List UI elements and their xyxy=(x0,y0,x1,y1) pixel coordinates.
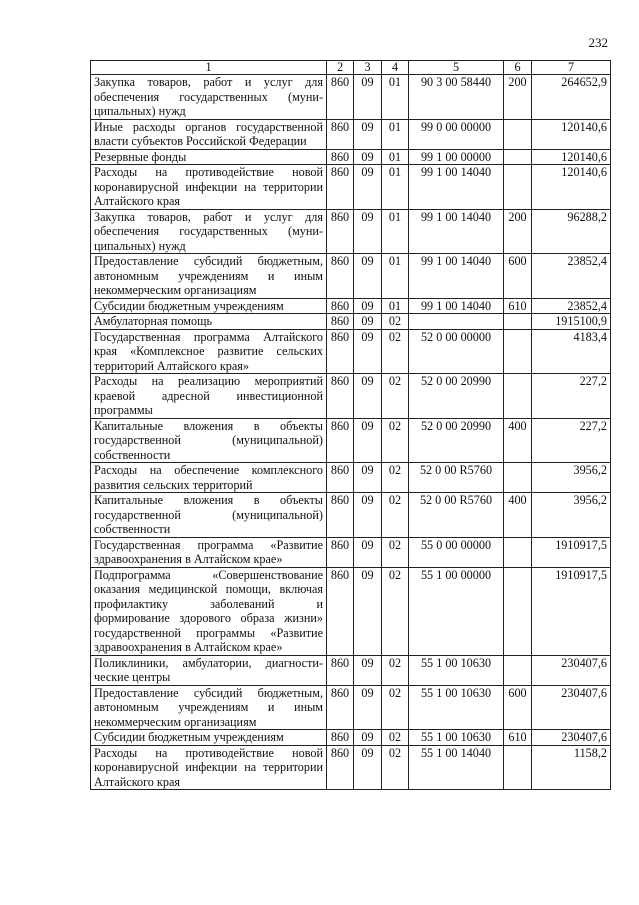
cell-amount: 120140,6 xyxy=(532,119,611,149)
cell-expense-type: 200 xyxy=(504,209,532,254)
table-row xyxy=(91,493,611,538)
cell-subsection: 02 xyxy=(382,730,409,746)
cell-expense-type: 600 xyxy=(504,254,532,299)
table-row xyxy=(91,655,611,685)
table-row xyxy=(91,685,611,730)
cell-section: 09 xyxy=(354,165,382,210)
cell-expense-type xyxy=(504,165,532,210)
cell-name: Амбулаторная помощь xyxy=(91,314,327,330)
cell-subsection: 02 xyxy=(382,329,409,374)
cell-subsection: 02 xyxy=(382,685,409,730)
cell-expense-type: 400 xyxy=(504,493,532,538)
header-col-csr: 5 xyxy=(409,61,504,75)
cell-expense-type xyxy=(504,745,532,790)
cell-section: 09 xyxy=(354,75,382,120)
cell-grbs: 860 xyxy=(327,463,354,493)
cell-target-article: 55 1 00 10630 xyxy=(409,655,504,685)
cell-section: 09 xyxy=(354,730,382,746)
cell-subsection: 02 xyxy=(382,314,409,330)
cell-name: Подпрограмма «Совершенствование оказания медицинской помощи, включая профилактику заболеваний и формирование здорового образа жизни» государственной программы «Развитие здравоохранения в Алтайском крае» xyxy=(91,567,327,655)
table-row xyxy=(91,298,611,314)
cell-expense-type xyxy=(504,329,532,374)
cell-target-article: 52 0 00 20990 xyxy=(409,418,504,463)
header-col-name: 1 xyxy=(91,61,327,75)
cell-expense-type xyxy=(504,149,532,165)
table-row xyxy=(91,537,611,567)
cell-target-article: 52 0 00 00000 xyxy=(409,329,504,374)
cell-target-article: 52 0 00 R5760 xyxy=(409,463,504,493)
table-row xyxy=(91,745,611,790)
cell-grbs: 860 xyxy=(327,493,354,538)
cell-target-article: 52 0 00 R5760 xyxy=(409,493,504,538)
cell-target-article: 99 1 00 14040 xyxy=(409,254,504,299)
cell-subsection: 02 xyxy=(382,655,409,685)
cell-grbs: 860 xyxy=(327,149,354,165)
header-col-pr: 4 xyxy=(382,61,409,75)
cell-grbs: 860 xyxy=(327,298,354,314)
cell-target-article: 52 0 00 20990 xyxy=(409,374,504,419)
cell-subsection: 01 xyxy=(382,209,409,254)
cell-amount: 264652,9 xyxy=(532,75,611,120)
cell-amount: 96288,2 xyxy=(532,209,611,254)
table-row xyxy=(91,567,611,655)
cell-amount: 120140,6 xyxy=(532,165,611,210)
cell-section: 09 xyxy=(354,298,382,314)
table-row xyxy=(91,149,611,165)
cell-name: Капитальные вложения в объекты государственной (муниципальной) собственности xyxy=(91,493,327,538)
cell-target-article: 99 1 00 14040 xyxy=(409,209,504,254)
cell-section: 09 xyxy=(354,685,382,730)
cell-section: 09 xyxy=(354,119,382,149)
cell-amount: 23852,4 xyxy=(532,254,611,299)
cell-name: Предоставление субсидий бюджетным, автономным учреждениям и иным некоммерческим организациям xyxy=(91,254,327,299)
cell-expense-type: 400 xyxy=(504,418,532,463)
cell-section: 09 xyxy=(354,493,382,538)
cell-expense-type xyxy=(504,655,532,685)
cell-name: Поликлиники, амбулатории, диагностические центры xyxy=(91,655,327,685)
cell-grbs: 860 xyxy=(327,567,354,655)
cell-subsection: 01 xyxy=(382,254,409,299)
cell-name: Расходы на противодействие новой коронавирусной инфекции на территории Алтайского края xyxy=(91,745,327,790)
cell-target-article: 55 1 00 00000 xyxy=(409,567,504,655)
cell-subsection: 01 xyxy=(382,165,409,210)
page-number: 232 xyxy=(588,35,608,50)
budget-table xyxy=(90,60,611,790)
cell-name: Закупка товаров, работ и услуг для обеспечения государственных (муниципальных) нужд xyxy=(91,209,327,254)
cell-target-article: 55 1 00 10630 xyxy=(409,730,504,746)
table-row xyxy=(91,209,611,254)
table-row xyxy=(91,254,611,299)
cell-section: 09 xyxy=(354,655,382,685)
header-col-grbs: 2 xyxy=(327,61,354,75)
cell-expense-type: 200 xyxy=(504,75,532,120)
cell-grbs: 860 xyxy=(327,165,354,210)
cell-target-article: 99 1 00 14040 xyxy=(409,165,504,210)
cell-subsection: 02 xyxy=(382,537,409,567)
cell-amount: 1915100,9 xyxy=(532,314,611,330)
cell-expense-type xyxy=(504,567,532,655)
cell-section: 09 xyxy=(354,314,382,330)
cell-grbs: 860 xyxy=(327,329,354,374)
cell-amount: 227,2 xyxy=(532,418,611,463)
cell-grbs: 860 xyxy=(327,119,354,149)
cell-amount: 4183,4 xyxy=(532,329,611,374)
cell-section: 09 xyxy=(354,567,382,655)
cell-target-article: 90 3 00 58440 xyxy=(409,75,504,120)
cell-subsection: 01 xyxy=(382,298,409,314)
cell-expense-type xyxy=(504,374,532,419)
cell-name: Закупка товаров, работ и услуг для обеспечения государственных (муниципальных) нужд xyxy=(91,75,327,120)
cell-target-article: 55 1 00 14040 xyxy=(409,745,504,790)
cell-grbs: 860 xyxy=(327,254,354,299)
cell-section: 09 xyxy=(354,254,382,299)
table-row xyxy=(91,374,611,419)
cell-subsection: 01 xyxy=(382,149,409,165)
header-col-vr: 6 xyxy=(504,61,532,75)
cell-expense-type xyxy=(504,119,532,149)
table-row xyxy=(91,463,611,493)
cell-amount: 3956,2 xyxy=(532,463,611,493)
cell-section: 09 xyxy=(354,209,382,254)
cell-name: Государственная программа Алтайского края «Комплексное развитие сельских территорий Алтайского края» xyxy=(91,329,327,374)
cell-name: Иные расходы органов государственной власти субъектов Российской Федерации xyxy=(91,119,327,149)
header-col-amount: 7 xyxy=(532,61,611,75)
cell-subsection: 02 xyxy=(382,418,409,463)
cell-subsection: 02 xyxy=(382,493,409,538)
cell-target-article: 99 1 00 00000 xyxy=(409,149,504,165)
cell-name: Расходы на обеспечение комплексного развития сельских территорий xyxy=(91,463,327,493)
cell-expense-type xyxy=(504,463,532,493)
cell-subsection: 01 xyxy=(382,75,409,120)
cell-section: 09 xyxy=(354,745,382,790)
table-row xyxy=(91,730,611,746)
cell-subsection: 02 xyxy=(382,745,409,790)
cell-section: 09 xyxy=(354,329,382,374)
cell-amount: 120140,6 xyxy=(532,149,611,165)
cell-amount: 1910917,5 xyxy=(532,567,611,655)
cell-section: 09 xyxy=(354,537,382,567)
cell-name: Субсидии бюджетным учреждениям xyxy=(91,298,327,314)
table-row xyxy=(91,119,611,149)
cell-target-article xyxy=(409,314,504,330)
cell-amount: 227,2 xyxy=(532,374,611,419)
cell-expense-type: 610 xyxy=(504,298,532,314)
table-header xyxy=(91,61,611,75)
cell-amount: 1158,2 xyxy=(532,745,611,790)
cell-amount: 3956,2 xyxy=(532,493,611,538)
cell-amount: 1910917,5 xyxy=(532,537,611,567)
cell-grbs: 860 xyxy=(327,537,354,567)
cell-section: 09 xyxy=(354,463,382,493)
cell-grbs: 860 xyxy=(327,75,354,120)
cell-name: Расходы на реализацию мероприятий краевой адресной инвестиционной программы xyxy=(91,374,327,419)
cell-expense-type: 600 xyxy=(504,685,532,730)
table-row xyxy=(91,329,611,374)
cell-expense-type: 610 xyxy=(504,730,532,746)
table-row xyxy=(91,418,611,463)
cell-subsection: 01 xyxy=(382,119,409,149)
cell-grbs: 860 xyxy=(327,685,354,730)
cell-grbs: 860 xyxy=(327,655,354,685)
cell-subsection: 02 xyxy=(382,374,409,419)
cell-grbs: 860 xyxy=(327,314,354,330)
cell-target-article: 99 0 00 00000 xyxy=(409,119,504,149)
table-row xyxy=(91,314,611,330)
cell-section: 09 xyxy=(354,418,382,463)
cell-expense-type xyxy=(504,314,532,330)
header-col-rz: 3 xyxy=(354,61,382,75)
cell-amount: 230407,6 xyxy=(532,685,611,730)
cell-name: Капитальные вложения в объекты государственной (муниципальной) собственности xyxy=(91,418,327,463)
cell-grbs: 860 xyxy=(327,374,354,419)
cell-amount: 230407,6 xyxy=(532,730,611,746)
cell-name: Предоставление субсидий бюджетным, автономным учреждениям и иным некоммерческим организациям xyxy=(91,685,327,730)
cell-section: 09 xyxy=(354,149,382,165)
cell-subsection: 02 xyxy=(382,463,409,493)
cell-grbs: 860 xyxy=(327,745,354,790)
cell-amount: 230407,6 xyxy=(532,655,611,685)
cell-grbs: 860 xyxy=(327,209,354,254)
cell-target-article: 55 1 00 10630 xyxy=(409,685,504,730)
cell-name: Расходы на противодействие новой коронавирусной инфекции на территории Алтайского края xyxy=(91,165,327,210)
cell-section: 09 xyxy=(354,374,382,419)
cell-target-article: 99 1 00 14040 xyxy=(409,298,504,314)
table-row xyxy=(91,165,611,210)
table-row xyxy=(91,75,611,120)
cell-subsection: 02 xyxy=(382,567,409,655)
cell-grbs: 860 xyxy=(327,730,354,746)
cell-amount: 23852,4 xyxy=(532,298,611,314)
table-body xyxy=(91,75,611,790)
cell-grbs: 860 xyxy=(327,418,354,463)
cell-expense-type xyxy=(504,537,532,567)
cell-name: Резервные фонды xyxy=(91,149,327,165)
cell-target-article: 55 0 00 00000 xyxy=(409,537,504,567)
cell-name: Субсидии бюджетным учреждениям xyxy=(91,730,327,746)
cell-name: Государственная программа «Развитие здравоохранения в Алтайском крае» xyxy=(91,537,327,567)
header-row xyxy=(91,61,611,75)
